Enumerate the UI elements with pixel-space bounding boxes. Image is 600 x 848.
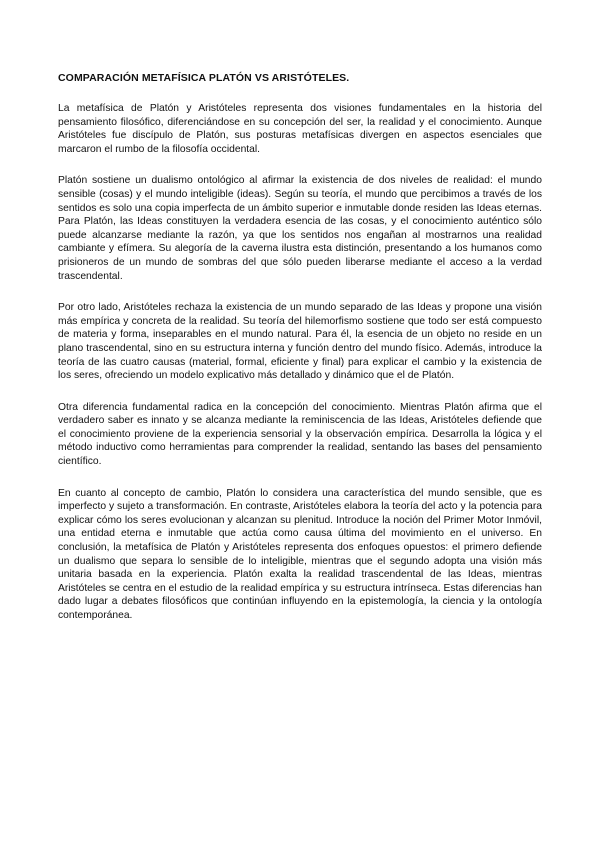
paragraph-change-conclusion: En cuanto al concepto de cambio, Platón lo considera una característica del mundo sensible, que es imperfecto y sujeto a transformación. En contraste, Aristóteles elabora la teoría del acto y la potencia para explicar cómo los seres evolucionan y alcanzan su plenitud. Introduce la noción del Primer Motor Inmóvil, una entidad eterna e inmutable que actúa como causa última del movimiento en el universo. En conclusión, la metafísica de Platón y Aristóteles representa dos enfoques opuestos: el primero defiende un dualismo que separa lo sensible de lo inteligible, mientras que el segundo adopta una visión más unitaria basada en la experiencia. Platón exalta la realidad trascendental de las Ideas, mientras Aristóteles se centra en el estudio de la realidad empírica y su estructura intrínseca. Estas diferencias han dado lugar a debates filosóficos que continúan influyendo en la epistemología, la ciencia y la ontología contemporánea.	[58, 487, 542, 621]
document-page	[58, 72, 542, 641]
paragraph-introduction: La metafísica de Platón y Aristóteles representa dos visiones fundamentales en la historia del pensamiento filosófico, diferenciándose en su concepción del ser, la realidad y el conocimiento. Aunque Aristóteles fue discípulo de Platón, sus posturas metafísicas divergen en aspectos esenciales que marcaron el rumbo de la filosofía occidental.	[58, 103, 542, 155]
paragraph-aristoteles-hylomorphism: Por otro lado, Aristóteles rechaza la existencia de un mundo separado de las Ideas y propone una visión más empírica y concreta de la realidad. Su teoría del hilemorfismo sostiene que todo ser está compuesto de materia y forma, inseparables en el mundo natural. Para él, la esencia de un objeto no reside en un plano trascendental, sino en su estructura interna y función dentro del mundo físico. Además, introduce la teoría de las cuatro causas (material, formal, eficiente y final) para explicar el cambio y la existencia de los seres, ofreciendo un modelo explicativo más detallado y dinámico que el de Platón.	[58, 302, 542, 382]
paragraph-platon-dualism: Platón sostiene un dualismo ontológico al afirmar la existencia de dos niveles de realidad: el mundo sensible (cosas) y el mundo inteligible (ideas). Según su teoría, el mundo que percibimos a través de los sentidos es solo una copia imperfecta de un ámbito superior e inmutable donde residen las Ideas eternas. Para Platón, las Ideas constituyen la verdadera esencia de las cosas, y el conocimiento auténtico sólo puede alcanzarse mediante la razón, ya que los sentidos nos engañan al mostrarnos una realidad cambiante y efímera. Su alegoría de la caverna ilustra esta distinción, presentando a los humanos como prisioneros de un mundo de sombras del que sólo pueden liberarse mediante el acceso a la verdad trascendental.	[58, 175, 542, 282]
paragraph-knowledge: Otra diferencia fundamental radica en la concepción del conocimiento. Mientras Platón afirma que el verdadero saber es innato y se alcanza mediante la reminiscencia de las Ideas, Aristóteles defiende que el conocimiento proviene de la experiencia sensorial y la observación empírica. Desarrolla la lógica y el método inductivo como herramientas para comprender la realidad, sentando las bases del pensamiento científico.	[58, 401, 542, 468]
document-title: COMPARACIÓN METAFÍSICA PLATÓN VS ARISTÓTELES.	[58, 72, 350, 84]
